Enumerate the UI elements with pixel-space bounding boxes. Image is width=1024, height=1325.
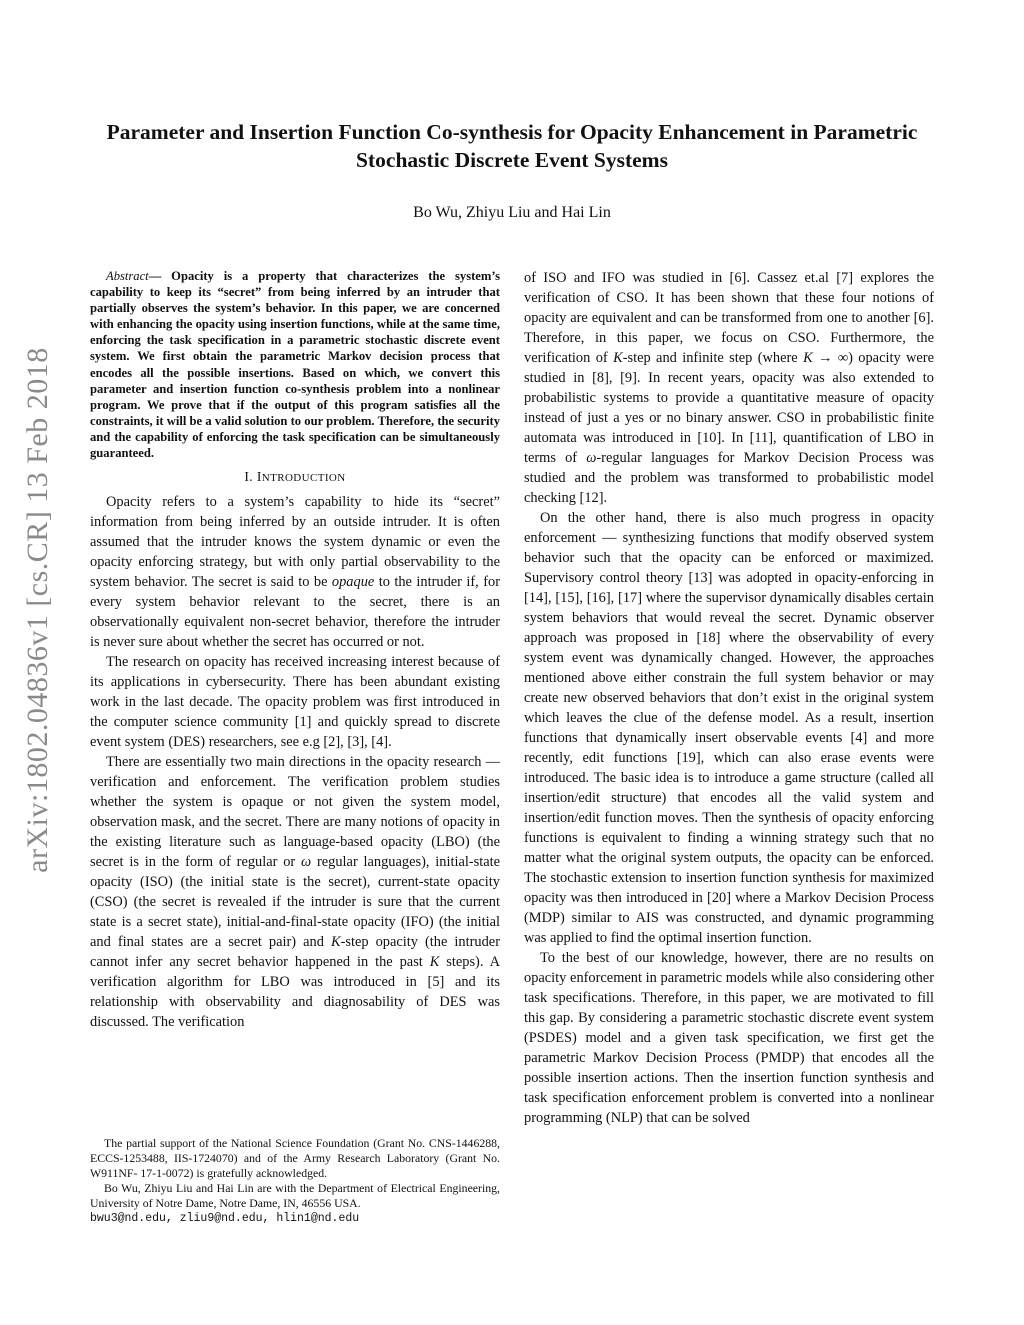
left-column [90, 268, 500, 1032]
footnotes [90, 1136, 500, 1226]
footnote-affiliation: Bo Wu, Zhiyu Liu and Hai Lin are with the Department of Electrical Engineering, University of Notre Dame, Notre Dame, IN, 46556 USA. [90, 1181, 500, 1210]
abstract [90, 268, 500, 461]
arxiv-identifier-stamp [21, 310, 55, 910]
math-k-to-infinity: K → ∞ [803, 350, 849, 366]
section-title-cap: I [256, 469, 262, 485]
section-numeral: I. [244, 469, 254, 485]
section-title-rest: NTRODUCTION [261, 472, 346, 485]
intro-paragraph-3: There are essentially two main directions in the opacity research — verification and enforcement. The verification problem studies whether the system is opaque or not given the system model, observation mask, and the secret. There are many notions of opacity in the existing literature such as language-based opacity (LBO) (the secret is in the form of regular or ω regular languages), initial-state opacity (ISO) (the initial state is the secret), current-state opacity (CSO) (the secret is revealed if the intruder is sure that the current state is a secret state), initial-and-final-state opacity (IFO) (the initial and final states are a secret pair) and K-step opacity (the intruder cannot infer any secret behavior happened in the past K steps). A verification algorithm for LBO was introduced in [5] and its relationship with observability and diagnosability of DES was discussed. The verification [90, 754, 500, 1031]
intro-paragraph-6: To the best of our knowledge, however, there are no results on opacity enforcement in parametric models while also considering other task specifications. Therefore, in this paper, we are motivated to fill this gap. By considering a parametric stochastic discrete event system (PSDES) model and a given task specification, we first get the parametric Markov Decision Process (PMDP) that encodes all the possible insertion actions. Then the insertion function synthesis and task specification enforcement problem is converted into a nonlinear programming (NLP) that can be solved [524, 950, 934, 1126]
paper-title: Parameter and Insertion Function Co-synthesis for Opacity Enhancement in Parametric Stochastic Discrete Event Systems [106, 120, 918, 172]
intro-paragraph-2: The research on opacity has received increasing interest because of its applications in cybersecurity. There has been abundant existing work in the last decade. The opacity problem was first introduced in the computer science community [1] and quickly spread to discrete event system (DES) researchers, see e.g [2], [3], [4]. [90, 654, 500, 751]
emphasis-opaque: opaque [331, 574, 375, 591]
author-emails: bwu3@nd.edu, zliu9@nd.edu, hlin1@nd.edu [90, 1212, 360, 1225]
abstract-label: Abstract [106, 269, 149, 283]
paper-authors: Bo Wu, Zhiyu Liu and Hai Lin [413, 204, 611, 221]
math-k: K [330, 934, 341, 951]
right-column [524, 268, 934, 1128]
math-omega: ω [301, 854, 312, 871]
intro-paragraph-4: of ISO and IFO was studied in [6]. Cassez et.al [7] explores the verification of CSO. It has been shown that these four notions of opacity are equivalent and can be transformed from one to another [6]. Therefore, in this paper, we focus on CSO. Furthermore, the verification of K-step and infinite step (where K → ∞) opacity were studied in [8], [9]. In recent years, opacity was also extended to probabilistic systems to provide a quantitative measure of opacity instead of just a yes or no binary answer. CSO in probabilistic finite automata was introduced in [10]. In [11], quantification of LBO in terms of ω-regular languages for Markov Decision Process was studied and the problem was transformed to probabilistic model checking [12]. [524, 270, 935, 506]
footnote-funding: The partial support of the National Science Foundation (Grant No. CNS-1446288, ECCS-1253488, IIS-1724070) and of the Army Research Laboratory (Grant No. W911NF- 17-1-0072) is gratefully acknowledged. [90, 1136, 500, 1180]
abstract-body: — Opacity is a property that characterizes the system’s capability to keep its “secret” from being inferred by an intruder that partially observes the system’s behavior. In this paper, we are concerned with enhancing the opacity using insertion functions, while at the same time, enforcing the task specification in a parametric stochastic discrete event system. We first obtain the parametric Markov decision process that encodes all the possible insertions. Based on which, we convert this parameter and insertion function co-synthesis problem into a nonlinear program. We prove that if the output of this program satisfies all the constraints, it will be a valid solution to our problem. Therefore, the security and the capability of enforcing the task specification can be simultaneously guaranteed. [90, 269, 500, 461]
section-heading-introduction [90, 467, 500, 488]
arxiv-identifier-text: arXiv:1802.04836v1 [cs.CR] 13 Feb 2018 [21, 347, 54, 873]
math-k: K [613, 350, 623, 366]
intro-paragraph-1: Opacity refers to a system’s capability to hide its “secret” information from being inferred by an outside intruder. It is often assumed that the intruder knows the system dynamic or even the opacity enforcing strategy, but with only partial observability to the system behavior. The secret is said to be opaque to the intruder if, for every system behavior relevant to the secret, there is an observationally equivalent non-secret behavior, therefore the intruder is never sure about whether the secret has occurred or not. [90, 494, 500, 651]
math-omega: ω [586, 450, 597, 466]
math-k: K [429, 954, 440, 971]
intro-paragraph-5: On the other hand, there is also much progress in opacity enforcement — synthesizing functions that modify observed system behavior such that the opacity can be enforced or maximized. Supervisory control theory [13] was adopted in opacity-enforcing in [14], [15], [16], [17] where the supervisor dynamically disables certain system behaviors that would reveal the secret. Dynamic observer approach was proposed in [18] where the observability of every system event was dynamically changed. However, the approaches mentioned above either constrain the full system behavior or may create new observed behaviors that don’t exist in the original system which leaves the clue of the defense model. As a result, insertion functions that dynamically insert observable events [4] and more recently, edit functions [19], which can also erase events were introduced. The basic idea is to introduce a game structure (called all insertion/edit structure) that encodes all the valid system and insertion/edit function moves. Then the synthesis of opacity enforcing functions is equivalent to finding a winning strategy such that no matter what the original system outputs, the opacity can be enforced. The stochastic extension to insertion function synthesis for maximized opacity was then introduced in [20] where a Markov Decision Process (MDP) similar to AIS was constructed, and dynamic programming was applied to find the optimal insertion function. [524, 510, 934, 946]
